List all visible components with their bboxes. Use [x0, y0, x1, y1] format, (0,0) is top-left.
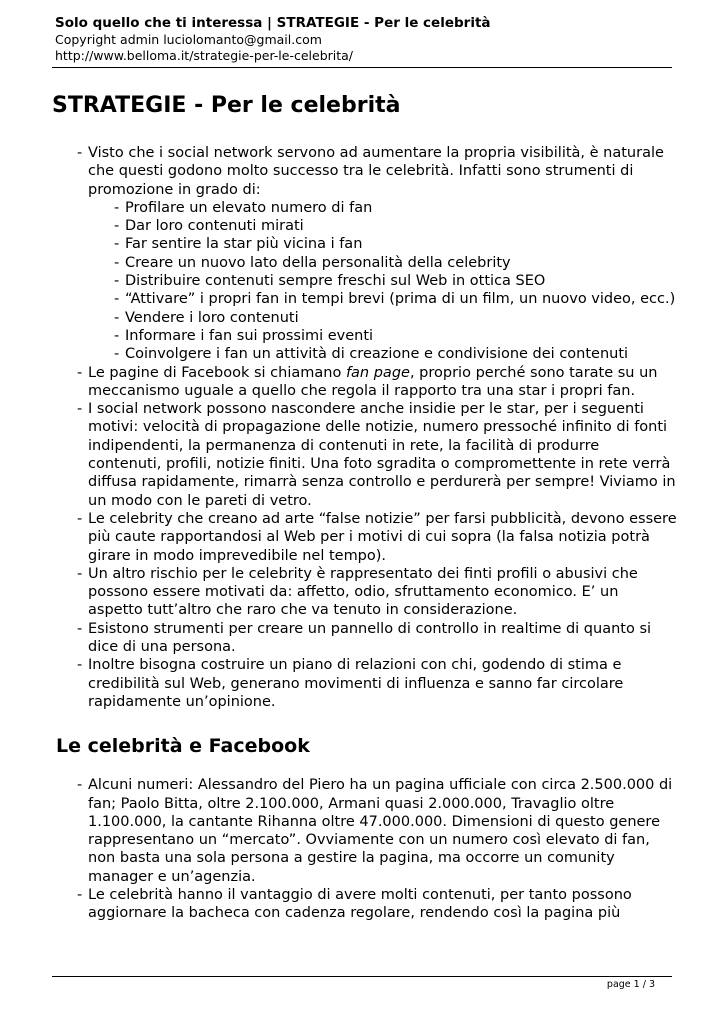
list-item-text: Le pagine di Facebook si chiamano — [88, 364, 346, 381]
sub-list-item: - “Attivare” i propri fan in tempi brevi (prima di un film, un nuovo video, ecc.) — [88, 290, 677, 308]
sub-list-item: - Coinvolgere i fan un attività di creazione e condivisione dei contenuti — [88, 345, 677, 363]
section-heading-facebook: Le celebrità e Facebook — [56, 735, 310, 758]
list-item: - Alcuni numeri: Alessandro del Piero ha un pagina ufficiale con circa 2.500.000 di fan; Paolo Bitta, oltre 2.100.000, Armani quasi 2.000.000, Travaglio oltre 1.100.000, la cantante Rihanna oltre 47.000.000. Dimensioni di questo genere rappresentano un “mercato”. Ovviamente con un numero così elevato di fan, non basta una sola persona a gestire la pagina, ma occorre un comunity manager e un’agenzia. — [52, 776, 677, 886]
header-copyright: Copyright admin luciolomanto@gmail.com — [55, 32, 322, 47]
page-title: STRATEGIE - Per le celebrità — [52, 93, 401, 118]
sub-list-item: - Distribuire contenuti sempre freschi sul Web in ottica SEO — [88, 272, 677, 290]
document-body — [52, 90, 677, 923]
sub-list-item: - Vendere i loro contenuti — [88, 309, 677, 327]
list-item: - Inoltre bisogna costruire un piano di relazioni con chi, godendo di stima e credibilità sul Web, generano movimenti di influenza e sanno far circolare rapidamente un’opinione. — [52, 656, 677, 711]
sub-list-item: - Profilare un elevato numero di fan — [88, 199, 677, 217]
list-item: - Un altro rischio per le celebrity è rappresentato dei finti profili o abusivi che possono essere motivati da: affetto, odio, sfruttamento economico. E’ un aspetto tutt’altro che raro che va tenuto in considerazione. — [52, 565, 677, 620]
bullet-list-facebook — [52, 776, 677, 922]
list-item — [52, 364, 677, 401]
list-item: - Esistono strumenti per creare un pannello di controllo in realtime di quanto si dice di una persona. — [52, 620, 677, 657]
sub-list-item: - Creare un nuovo lato della personalità della celebrity — [88, 254, 677, 272]
header-divider — [52, 67, 672, 68]
list-item: - I social network possono nascondere anche insidie per le star, per i seguenti motivi: velocità di propagazione delle notizie, numero pressoché infinito di fonti indipendenti, la permanenza di contenuti in rete, la facilità di produrre contenuti, profili, notizie finiti. Una foto sgradita o compromettente in rete verrà diffusa rapidamente, rimarrà senza controllo e perdurerà per sempre! Viviamo in un modo con le pareti di vetro. — [52, 400, 677, 510]
list-item: - Le celebrità hanno il vantaggio di avere molti contenuti, per tanto possono aggiornare la bacheca con cadenza regolare, rendendo così la pagina più — [52, 886, 677, 923]
sub-list-item: - Dar loro contenuti mirati — [88, 217, 677, 235]
fan-page-emphasis: fan page — [345, 364, 410, 381]
list-item-text: Visto che i social network servono ad aumentare la propria visibilità, è naturale che questi godono molto successo tra le celebrità. Infatti sono strumenti di promozione in grado di: — [88, 145, 664, 198]
page-number: page 1 / 3 — [606, 979, 655, 990]
sub-list-item: - Far sentire la star più vicina i fan — [88, 235, 677, 253]
sub-list-item: - Informare i fan sui prossimi eventi — [88, 327, 677, 345]
footer-divider — [52, 976, 672, 977]
list-item: - Le celebrity che creano ad arte “false notizie” per farsi pubblicità, devono essere più caute rapportandosi al Web per i motivi di cui sopra (la falsa notizia potrà girare in modo imprevedibile nel tempo). — [52, 510, 677, 565]
header-title: Solo quello che ti interessa | STRATEGIE - Per le celebrità — [55, 15, 491, 31]
bullet-list-strategie — [52, 144, 677, 711]
sub-bullet-list — [88, 199, 677, 364]
header-url: http://www.belloma.it/strategie-per-le-celebrita/ — [55, 48, 354, 63]
list-item-text: , proprio perché sono tarate su un meccanismo uguale a quello che regola il rapporto tra una star i propri fan. — [88, 364, 658, 399]
list-item — [52, 144, 677, 364]
document-header — [55, 14, 672, 64]
